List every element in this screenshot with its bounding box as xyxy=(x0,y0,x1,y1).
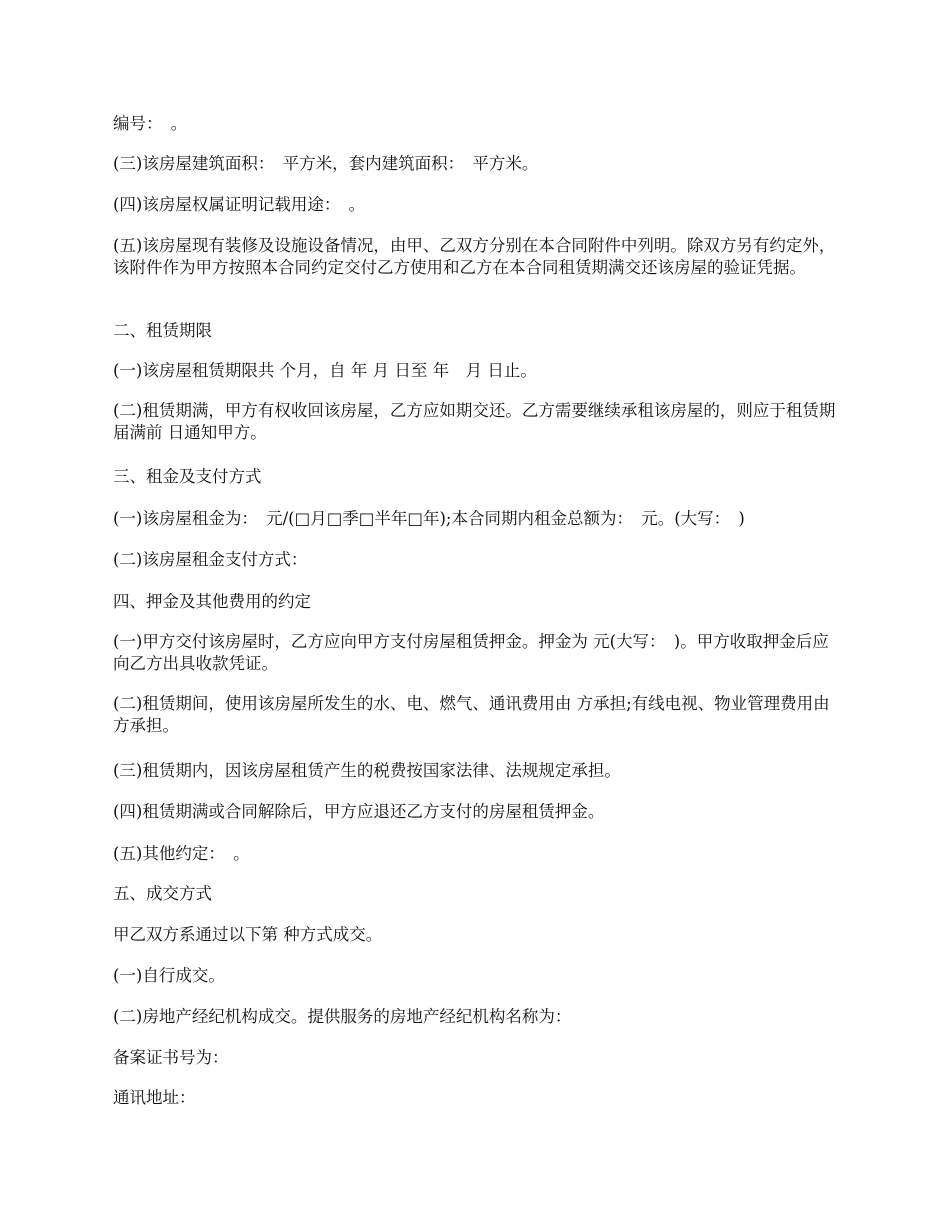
heading-lease-term: 二、租赁期限 xyxy=(113,321,212,340)
paragraph-rent-method: (二)该房屋租金支付方式： xyxy=(113,550,308,569)
paragraph-taxes: (三)租赁期内，因该房屋租赁产生的税费按国家法律、法规规定承担。 xyxy=(113,761,621,780)
paragraph-deposit: (一)甲方交付该房屋时，乙方应向甲方支付房屋租赁押金。押金为 元(大写： )。甲方收取押金后应向乙方出具收款凭证。 xyxy=(113,632,829,673)
paragraph-utility-fees: (二)租赁期间，使用该房屋所发生的水、电、燃气、通讯费用由 方承担;有线电视、物业管理费用由 方承担。 xyxy=(113,694,830,735)
heading-rent-payment: 三、租金及支付方式 xyxy=(113,467,262,486)
paragraph-deposit-refund: (四)租赁期满或合同解除后，甲方应退还乙方支付的房屋租赁押金。 xyxy=(113,802,605,821)
paragraph-usage: (四)该房屋权属证明记载用途： 。 xyxy=(113,195,366,214)
paragraph-rent-amount: (一)该房屋租金为： 元/(□月□季□半年□年);本合同期内租金总额为： 元。(大写： ) xyxy=(113,509,745,528)
paragraph-transaction-choice: 甲乙双方系通过以下第 种方式成交。 xyxy=(113,925,383,944)
paragraph-address: 通讯地址： xyxy=(113,1088,196,1107)
paragraph-decoration: (五)该房屋现有装修及设施设备情况，由甲、乙双方分别在本合同附件中列明。除双方另有约定外，该附件作为甲方按照本合同约定交付乙方使用和乙方在本合同租赁期满交还该房屋的验证凭据。 xyxy=(113,236,836,277)
paragraph-agency-transaction: (二)房地产经纪机构成交。提供服务的房地产经纪机构名称为： xyxy=(113,1007,572,1026)
paragraph-serial-number: 编号： 。 xyxy=(113,114,188,133)
paragraph-lease-expiry: (二)租赁期满，甲方有权收回该房屋，乙方应如期交还。乙方需要继续承租该房屋的，则应于租赁期届满前 日通知甲方。 xyxy=(113,401,836,442)
paragraph-lease-period: (一)该房屋租赁期限共 个月，自 年 月 日至 年 月 日止。 xyxy=(113,361,537,380)
paragraph-building-area: (三)该房屋建筑面积： 平方米，套内建筑面积： 平方米。 xyxy=(113,154,539,173)
heading-deposit-fees: 四、押金及其他费用的约定 xyxy=(113,592,311,611)
paragraph-self-transaction: (一)自行成交。 xyxy=(113,966,225,985)
paragraph-filing-number: 备案证书号为： xyxy=(113,1048,229,1067)
paragraph-other-terms: (五)其他约定： 。 xyxy=(113,844,250,863)
heading-transaction-method: 五、成交方式 xyxy=(113,884,212,903)
